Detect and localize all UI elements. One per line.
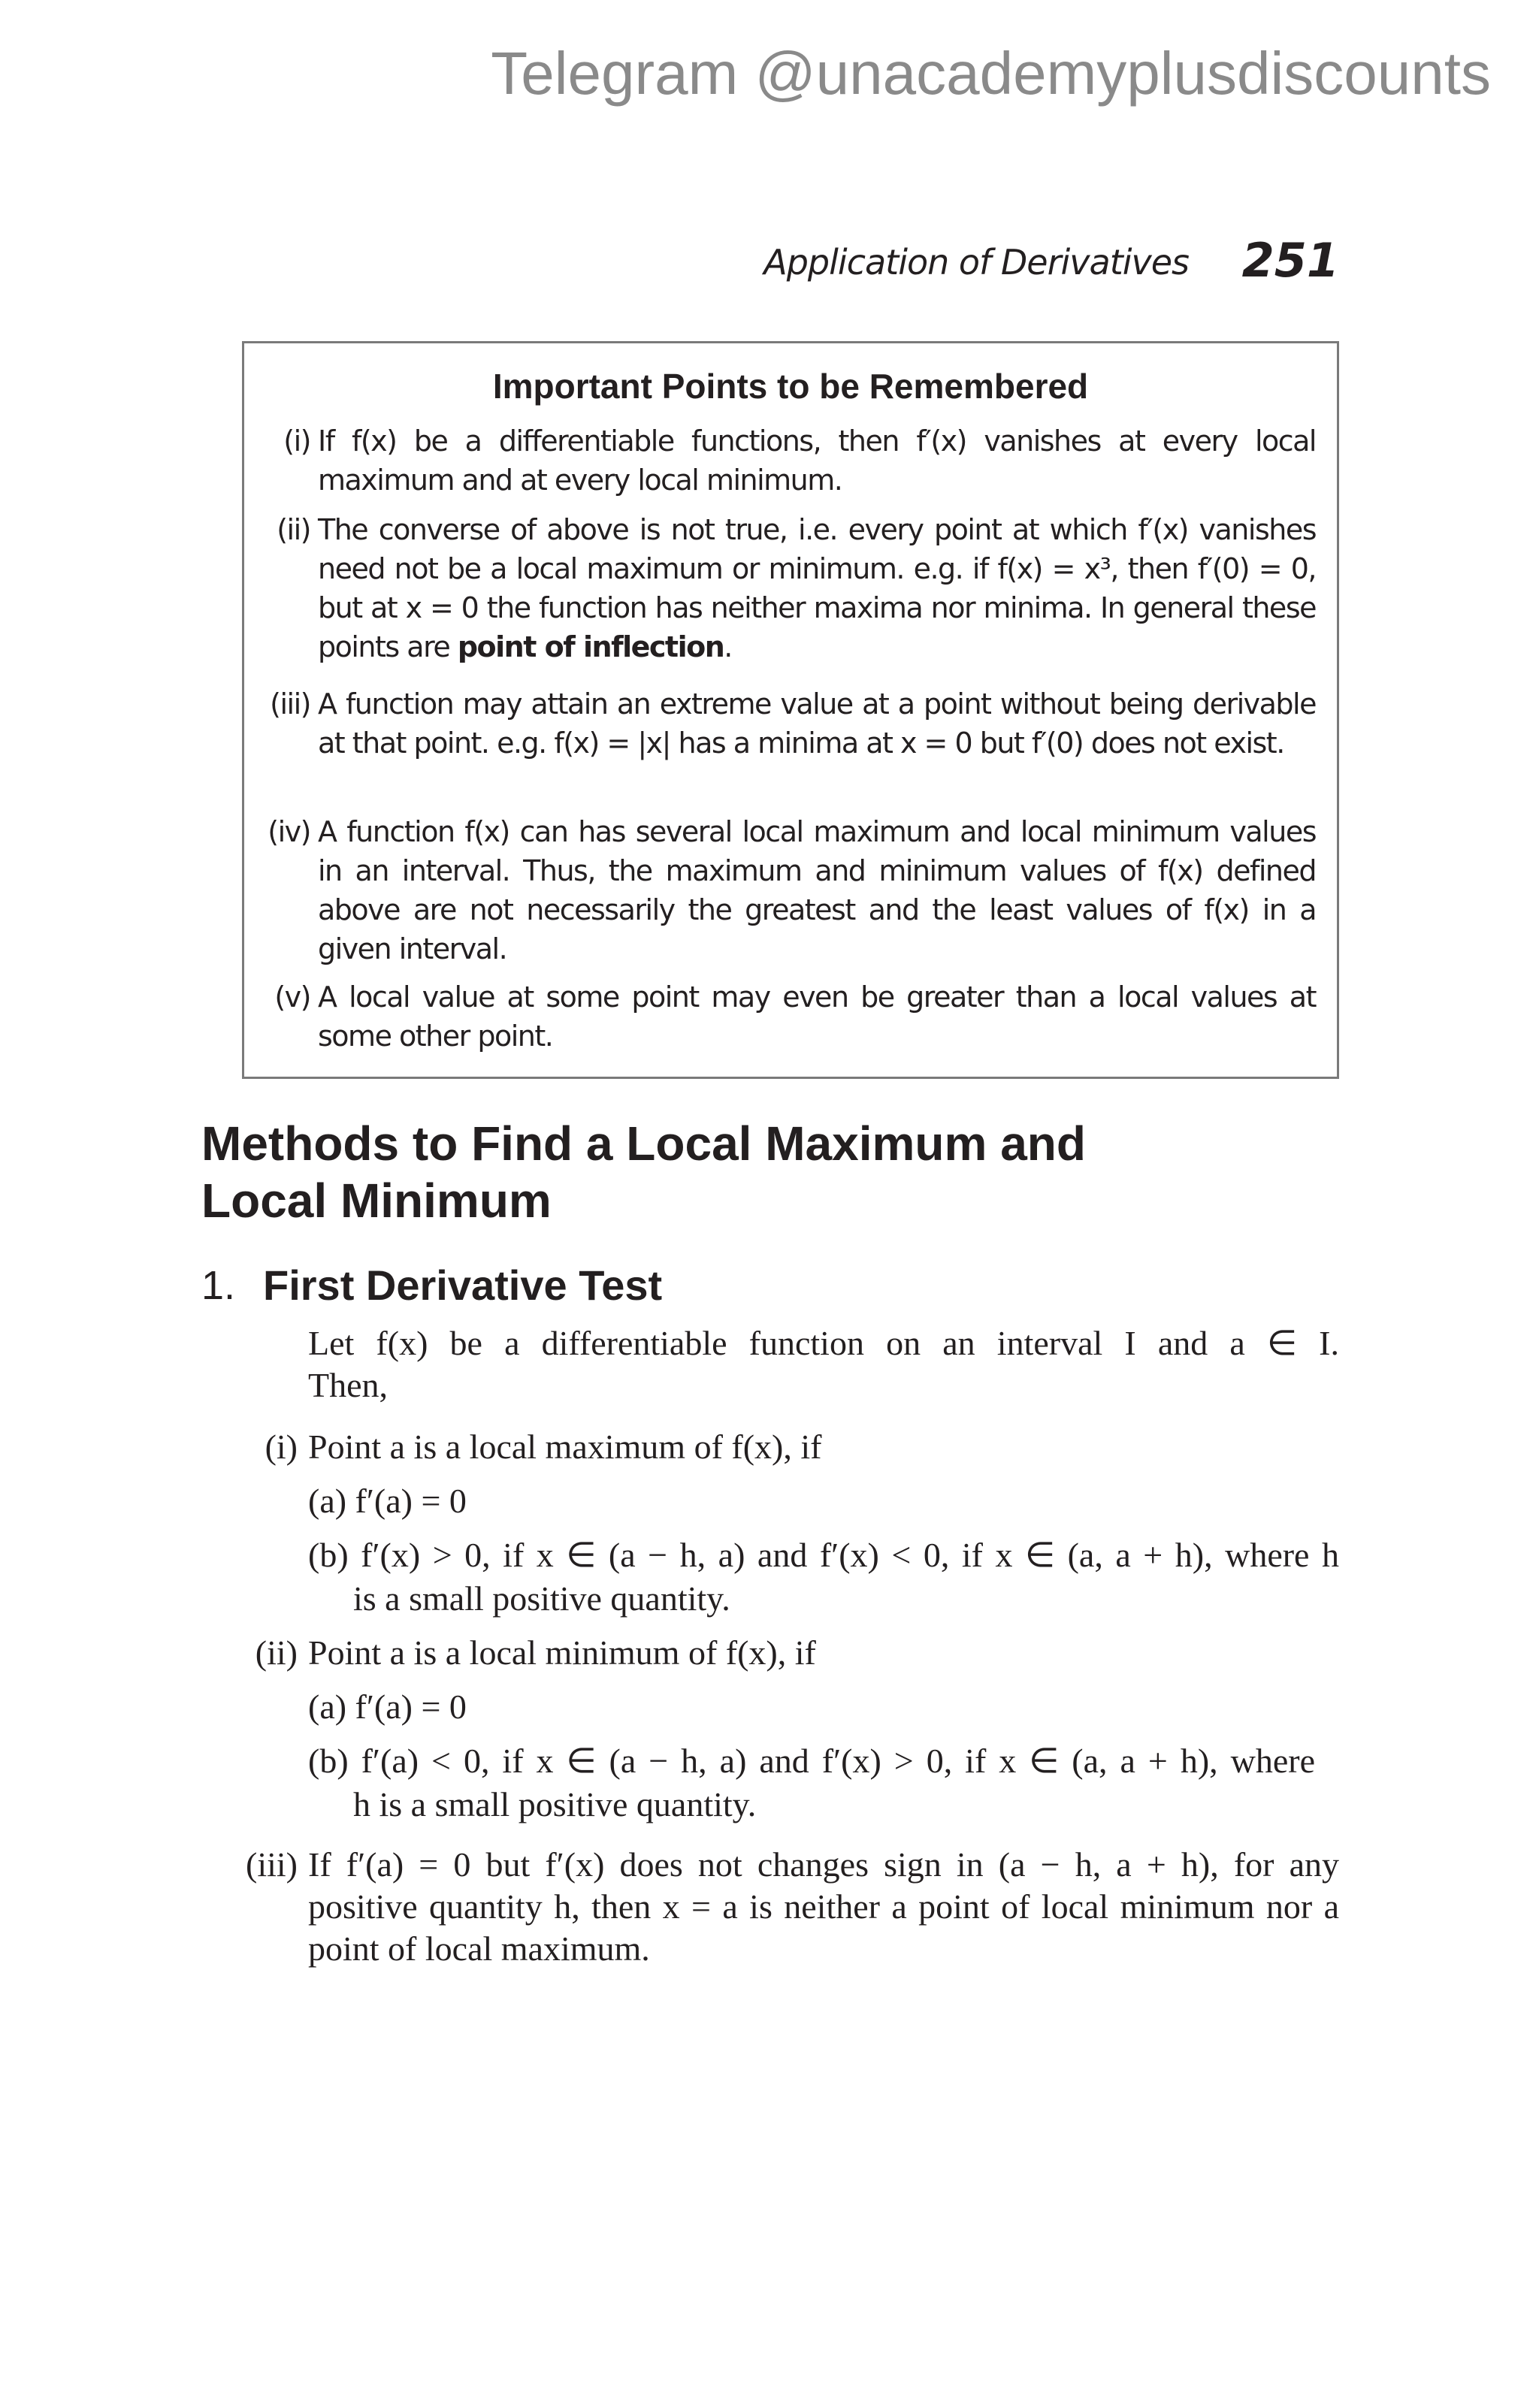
point-number: (iv) (268, 815, 310, 848)
point-number: (i) (283, 424, 310, 458)
point-text: A function may attain an extreme value at a point without being derivable at that point. e.g. f(x) = |x| has a minima at x = 0 but f′(0) does not exist. (318, 687, 1316, 760)
point-text: A function f(x) can has several local maximum and local minimum values in an interval. Thus, the maximum and minimum values of f(x) defined above are not necessarily the greatest and the least values of f(x) in a given interval. (318, 815, 1316, 965)
condition-b: (b) f′(x) > 0, if x ∈ (a − h, a) and f′(x) < 0, if x ∈ (a, a + h), where h (308, 1536, 1339, 1574)
point-text: If f(x) be a differentiable functions, then f′(x) vanishes at every local maximum and at every local minimum. (318, 424, 1316, 497)
bold-term: point of inflection (457, 630, 724, 663)
important-points-box (242, 341, 1339, 1079)
condition-b-cont: h is a small positive quantity. (353, 1785, 757, 1823)
condition-a: (a) f′(a) = 0 (308, 1482, 467, 1520)
subsection-title: First Derivative Test (263, 1261, 663, 1309)
box-title: Important Points to be Remembered (492, 367, 1089, 406)
intro-text: Let f(x) be a differentiable function on an interval I and a ∈ I. (308, 1324, 1339, 1362)
item-number: (i) (265, 1428, 298, 1466)
item-text: If f′(a) = 0 but f′(x) does not changes sign in (a − h, a + h), for any positive quantity h, then x = a is neither a point of local minimum nor a point of local maximum. (308, 1845, 1339, 1968)
condition-a: (a) f′(a) = 0 (308, 1687, 467, 1726)
chapter-title: Application of Derivatives (763, 242, 1189, 282)
condition-b: (b) f′(a) < 0, if x ∈ (a − h, a) and f′(x) > 0, if x ∈ (a, a + h), where (308, 1742, 1315, 1780)
item-number: (iii) (246, 1845, 298, 1884)
point-number: (iii) (270, 687, 310, 721)
item-text: Point a is a local maximum of f(x), if (308, 1428, 822, 1466)
condition-b-cont: is a small positive quantity. (353, 1579, 730, 1618)
point-number: (v) (274, 980, 310, 1014)
point-text: A local value at some point may even be greater than a local values at some other point. (318, 980, 1316, 1053)
page-number: 251 (1241, 233, 1339, 288)
watermark-text: Telegram @unacademyplusdiscounts (491, 40, 1491, 107)
subsection-number: 1. (201, 1263, 236, 1308)
running-head (526, 233, 1339, 293)
intro-text-cont: Then, (308, 1366, 389, 1404)
item-number: (ii) (255, 1633, 298, 1672)
item-text: Point a is a local minimum of f(x), if (308, 1633, 816, 1672)
point-text: The converse of above is not true, i.e. every point at which f′(x) vanishes need not be a local maximum or minimum. e.g. if f(x) = x³, then f′(0) = 0, but at x = 0 the function has neither maxima nor minima. In general these points are point of inflection. (318, 513, 1316, 663)
point-number: (ii) (277, 513, 310, 546)
section-title: Methods to Find a Local Maximum and Local Minimum (201, 1116, 1086, 1228)
